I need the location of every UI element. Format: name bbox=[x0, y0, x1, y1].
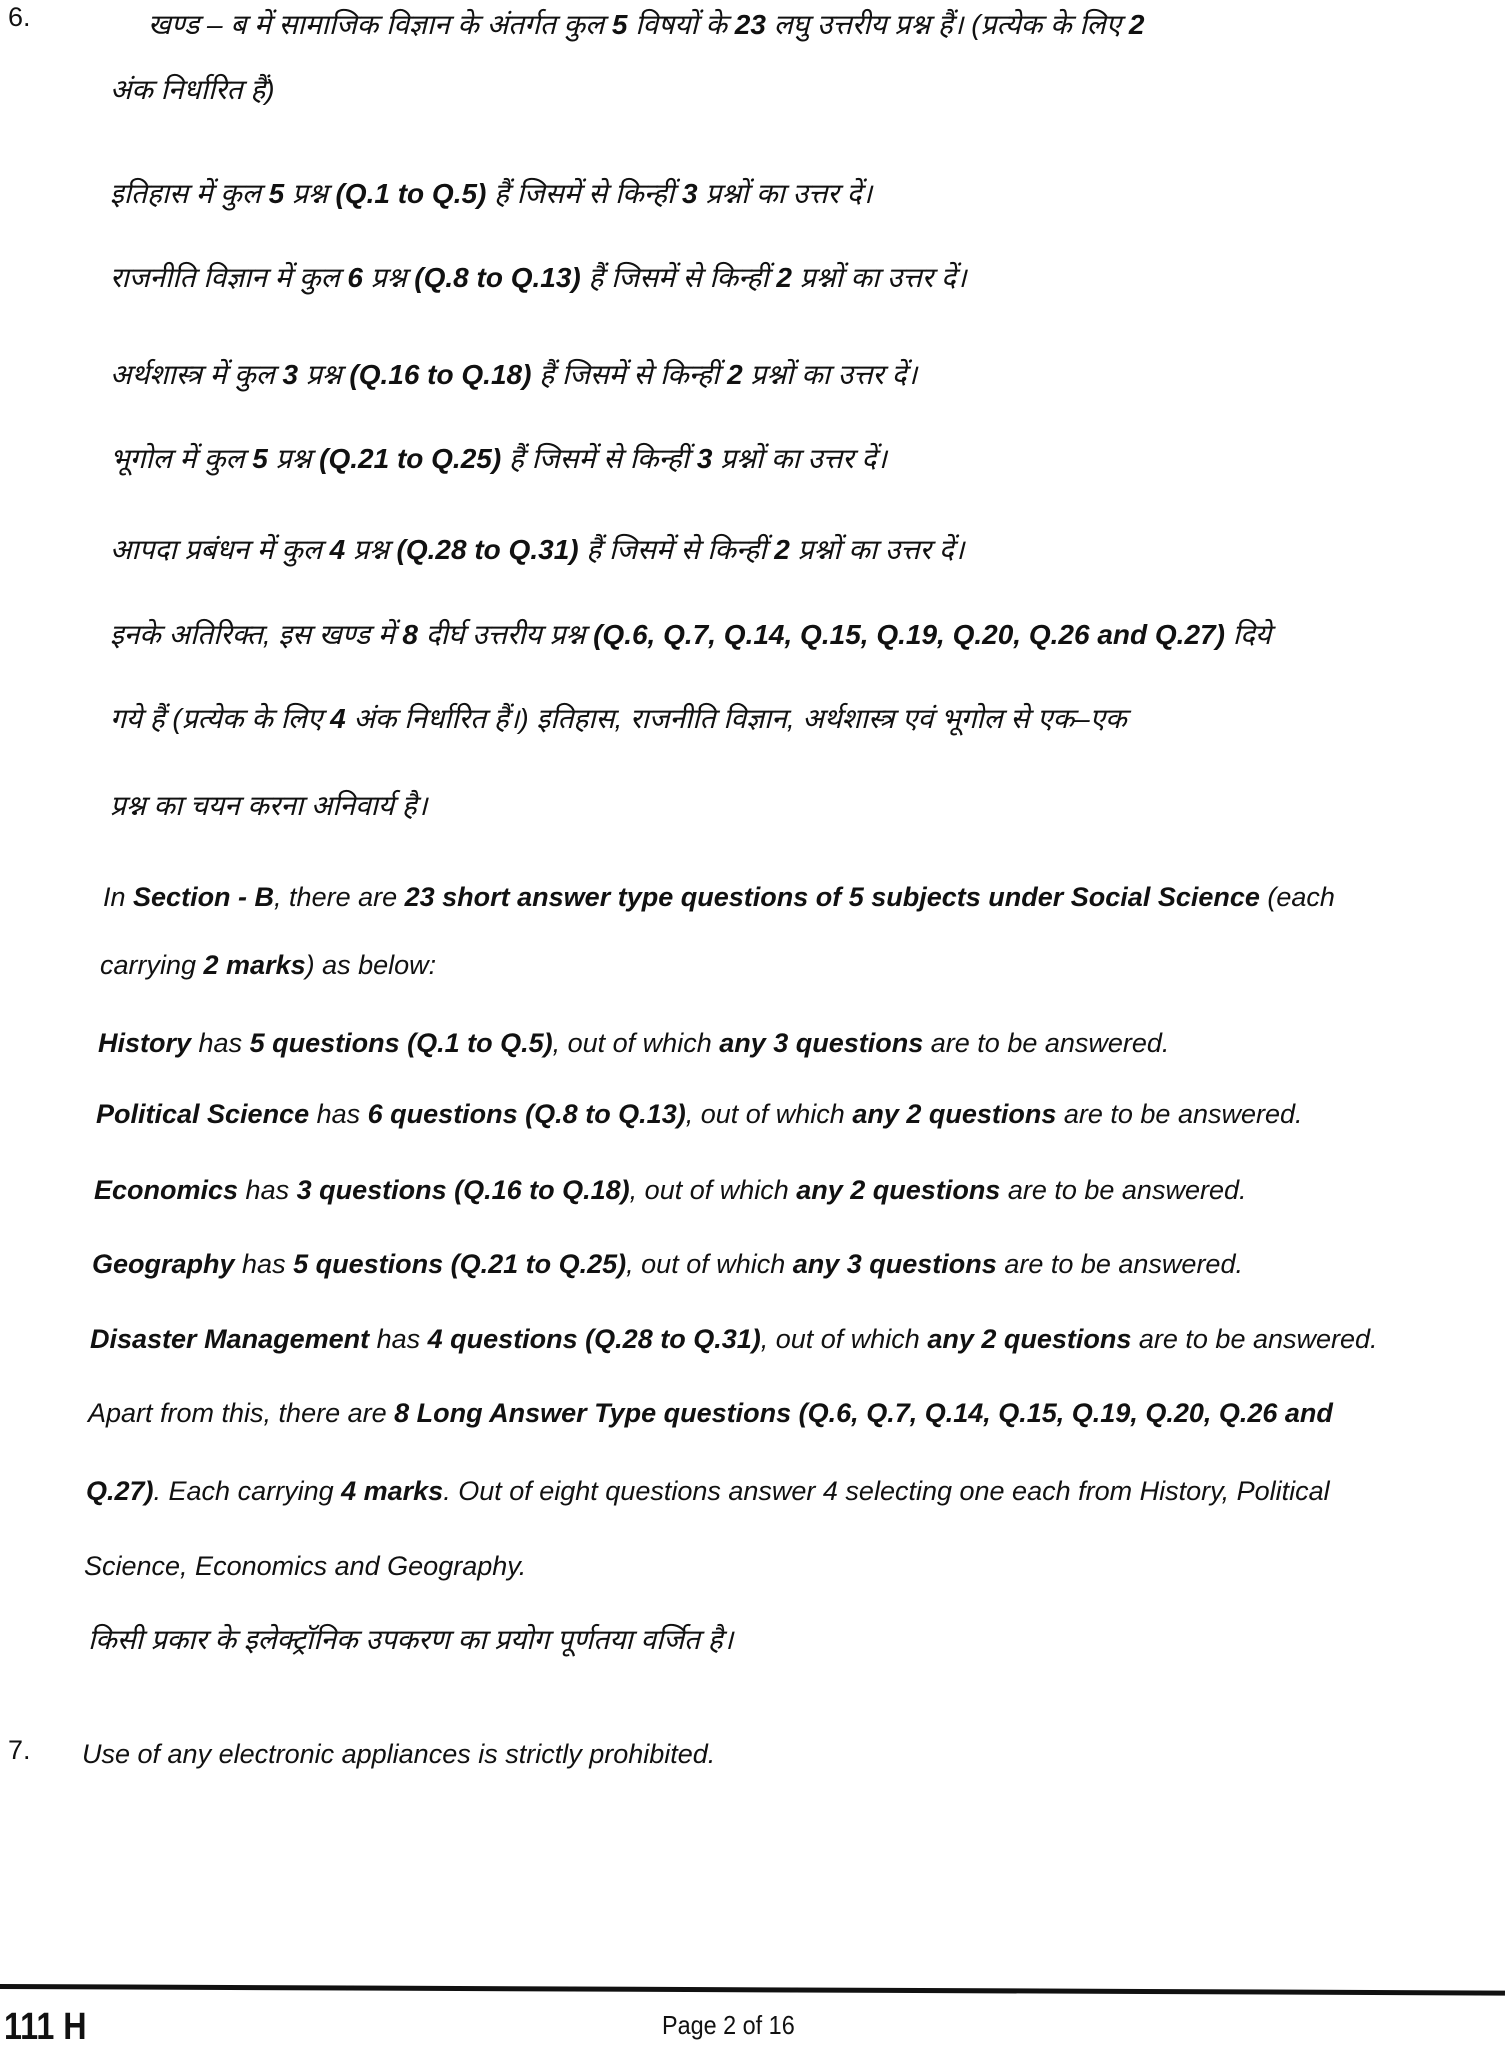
text: खण्ड – ब में सामाजिक विज्ञान के अंतर्गत कुल bbox=[148, 9, 612, 40]
bold-text: 3 bbox=[282, 359, 299, 390]
text: हैं जिसमें से किन्हीं bbox=[531, 359, 728, 390]
bold-text: 4 bbox=[329, 534, 346, 565]
english-text-line bbox=[90, 1322, 1378, 1356]
bold-text: any 2 questions bbox=[796, 1175, 1001, 1205]
hindi-text-line bbox=[110, 73, 275, 107]
english-text-line bbox=[98, 1026, 1169, 1060]
text: हैं जिसमें से किन्हीं bbox=[501, 443, 697, 474]
bold-text: 5 bbox=[252, 443, 268, 474]
text: हैं जिसमें से किन्हीं bbox=[486, 178, 683, 209]
text: प्रश्नों का उत्तर दें। bbox=[789, 534, 965, 565]
english-text-line bbox=[103, 880, 1335, 914]
hindi-text-line bbox=[110, 442, 887, 476]
text: भूगोल में कुल bbox=[110, 443, 253, 474]
text: प्रश्नों का उत्तर दें। bbox=[791, 262, 967, 293]
item-number-7: 7. bbox=[8, 1735, 31, 1765]
text: are to be answered. bbox=[1056, 1099, 1303, 1129]
bold-text: any 3 questions bbox=[792, 1249, 997, 1279]
bold-text: 5 questions (Q.1 to Q.5) bbox=[249, 1028, 553, 1058]
hindi-text-line bbox=[110, 618, 1271, 652]
bold-text: (Q.8 to Q.13) bbox=[414, 262, 581, 293]
bold-text: any 2 questions bbox=[927, 1324, 1132, 1354]
bold-text: any 3 questions bbox=[719, 1028, 924, 1058]
bold-text: 3 questions (Q.16 to Q.18) bbox=[296, 1175, 630, 1205]
footer-rule bbox=[0, 1984, 1505, 1996]
text: carrying bbox=[100, 950, 204, 980]
text: , out of which bbox=[685, 1099, 853, 1129]
bold-text: 4 questions (Q.28 to Q.31) bbox=[427, 1324, 761, 1354]
item-number-6: 6. bbox=[8, 2, 31, 32]
bold-text: (Q.28 to Q.31) bbox=[396, 534, 579, 565]
text: are to be answered. bbox=[996, 1249, 1243, 1279]
text: has bbox=[234, 1249, 294, 1279]
text: Science, Economics and Geography. bbox=[84, 1551, 527, 1581]
text: , there are bbox=[274, 882, 405, 912]
text: प्रश्न का चयन करना अनिवार्य है। bbox=[110, 790, 428, 821]
text: has bbox=[309, 1099, 368, 1129]
bold-text: 8 bbox=[402, 619, 418, 650]
text: Use of any electronic appliances is strictly prohibited. bbox=[82, 1739, 716, 1769]
english-text-line bbox=[96, 1097, 1303, 1131]
bold-text: 4 marks bbox=[341, 1476, 444, 1506]
text: has bbox=[191, 1028, 250, 1058]
hindi-text-line bbox=[148, 8, 1144, 42]
bold-text: 2 bbox=[776, 262, 792, 293]
text: हैं जिसमें से किन्हीं bbox=[580, 262, 777, 293]
english-text-line bbox=[92, 1247, 1243, 1281]
text: प्रश्न bbox=[267, 443, 320, 474]
bold-text: (Q.6, Q.7, Q.14, Q.15, Q.19, Q.20, Q.26 and Q.27) bbox=[593, 619, 1225, 650]
text: विषयों के bbox=[627, 9, 735, 40]
hindi-text-line bbox=[110, 261, 966, 295]
text: In bbox=[103, 882, 134, 912]
bold-text: Q.27) bbox=[86, 1476, 154, 1506]
bold-text: (Q.21 to Q.25) bbox=[319, 443, 502, 474]
text: ) as below: bbox=[305, 950, 437, 980]
text: राजनीति विज्ञान में कुल bbox=[110, 262, 348, 293]
text: प्रश्नों का उत्तर दें। bbox=[712, 443, 887, 474]
hindi-text-line bbox=[110, 533, 964, 567]
english-text-line bbox=[82, 1737, 715, 1771]
bold-text: any 2 questions bbox=[852, 1099, 1057, 1129]
bold-text: 4 bbox=[330, 703, 346, 734]
text: has bbox=[369, 1324, 428, 1354]
text: . Out of eight questions answer 4 selecting one each from History, Political bbox=[443, 1476, 1330, 1506]
text: किसी प्रकार के इलेक्ट्रॉनिक उपकरण का प्रयोग पूर्णतया वर्जित है। bbox=[88, 1624, 734, 1655]
text: are to be answered. bbox=[1000, 1175, 1247, 1205]
text: . Each carrying bbox=[153, 1476, 342, 1506]
bold-text: 23 short answer type questions of 5 subjects under Social Science bbox=[404, 882, 1260, 912]
bold-text: 2 bbox=[727, 359, 743, 390]
text: दिये bbox=[1224, 619, 1272, 650]
text: , out of which bbox=[760, 1324, 928, 1354]
text: Apart from this, there are bbox=[88, 1398, 395, 1428]
page-number: Page 2 of 16 bbox=[662, 2010, 795, 2040]
text: इतिहास में कुल bbox=[110, 178, 269, 209]
text: has bbox=[238, 1175, 297, 1205]
english-text-line bbox=[88, 1396, 1333, 1430]
bold-text: 5 bbox=[268, 178, 285, 209]
bold-text: 2 marks bbox=[203, 950, 306, 980]
paper-code: 111 H bbox=[4, 2006, 87, 2048]
bold-text: Economics bbox=[94, 1175, 239, 1205]
text: प्रश्नों का उत्तर दें। bbox=[742, 359, 918, 390]
hindi-text-line bbox=[110, 789, 427, 823]
text: अंक निर्धारित हैं।) इतिहास, राजनीति विज्ञान, अर्थशास्त्र एवं भूगोल से एक–एक bbox=[345, 703, 1127, 734]
text: प्रश्न bbox=[362, 262, 415, 293]
text: अर्थशास्त्र में कुल bbox=[110, 359, 283, 390]
bold-text: 6 questions (Q.8 to Q.13) bbox=[367, 1099, 686, 1129]
english-text-line bbox=[94, 1173, 1246, 1207]
text: , out of which bbox=[629, 1175, 797, 1205]
hindi-text-line bbox=[110, 702, 1127, 736]
text: दीर्घ उत्तरीय प्रश्न bbox=[417, 619, 594, 650]
text: गये हैं (प्रत्येक के लिए bbox=[110, 703, 331, 734]
text: , out of which bbox=[626, 1249, 793, 1279]
bold-text: Section - B bbox=[133, 882, 275, 912]
bold-text: 3 bbox=[682, 178, 698, 209]
text: प्रश्न bbox=[284, 178, 336, 209]
bold-text: Disaster Management bbox=[90, 1324, 370, 1354]
english-text-line bbox=[84, 1549, 526, 1583]
text: अंक निर्धारित हैं) bbox=[110, 74, 275, 105]
hindi-text-line bbox=[110, 358, 917, 392]
bold-text: (Q.16 to Q.18) bbox=[349, 359, 532, 390]
text: प्रश्न bbox=[345, 534, 397, 565]
bold-text: Political Science bbox=[96, 1099, 310, 1129]
bold-text: 5 questions (Q.21 to Q.25) bbox=[293, 1249, 627, 1279]
bold-text: 5 bbox=[611, 9, 628, 40]
text: इनके अतिरिक्त, इस खण्ड में bbox=[110, 619, 403, 650]
english-text-line bbox=[100, 948, 436, 982]
text: प्रश्न bbox=[298, 359, 350, 390]
text: are to be answered. bbox=[923, 1028, 1170, 1058]
bold-text: (Q.1 to Q.5) bbox=[335, 178, 487, 209]
text: हैं जिसमें से किन्हीं bbox=[578, 534, 775, 565]
text: लघु उत्तरीय प्रश्न हैं। (प्रत्येक के लिए bbox=[765, 9, 1129, 40]
bold-text: 2 bbox=[774, 534, 790, 565]
hindi-text-line bbox=[88, 1623, 733, 1657]
bold-text: Geography bbox=[92, 1249, 235, 1279]
english-text-line bbox=[86, 1474, 1330, 1508]
bold-text: 2 bbox=[1128, 9, 1145, 40]
bold-text: 8 Long Answer Type questions (Q.6, Q.7, Q.14, Q.15, Q.19, Q.20, Q.26 and bbox=[394, 1398, 1333, 1428]
hindi-text-line bbox=[110, 177, 872, 211]
bold-text: 23 bbox=[734, 9, 766, 40]
text: , out of which bbox=[552, 1028, 720, 1058]
text: are to be answered. bbox=[1131, 1324, 1378, 1354]
bold-text: 6 bbox=[347, 262, 363, 293]
bold-text: History bbox=[98, 1028, 192, 1058]
bold-text: 3 bbox=[696, 443, 713, 474]
text: आपदा प्रबंधन में कुल bbox=[110, 534, 330, 565]
text: प्रश्नों का उत्तर दें। bbox=[697, 178, 873, 209]
text: (each bbox=[1259, 882, 1335, 912]
